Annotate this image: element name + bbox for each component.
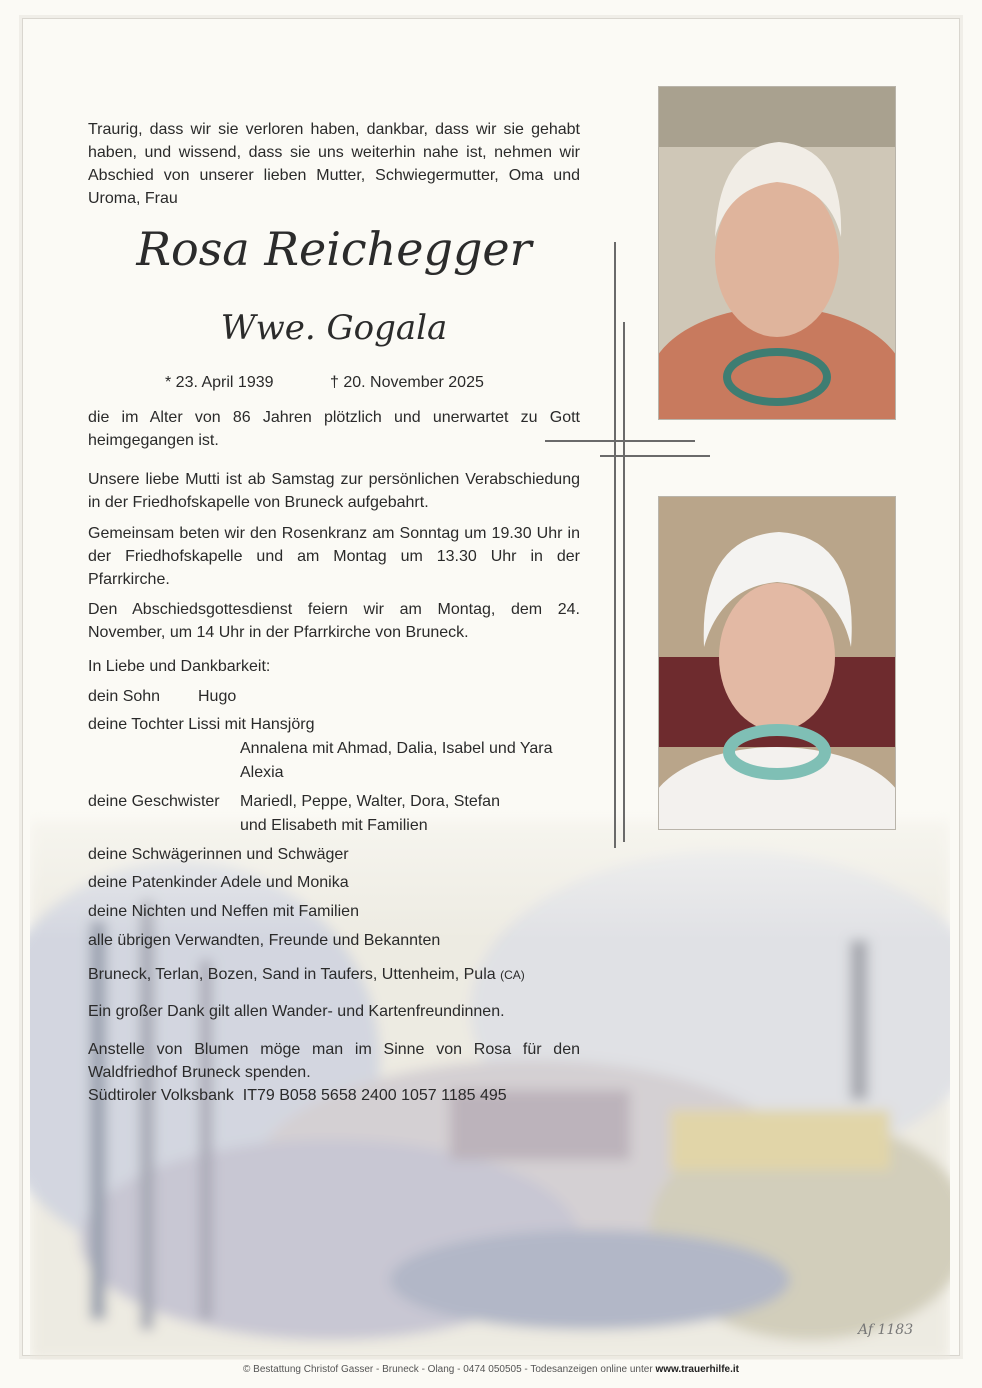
rosary-text: Gemeinsam beten wir den Rosenkranz am Sonntag um 19.30 Uhr in der Friedhofskapelle und am Montag um 13.30 Uhr in der Pfarrkirche. [88,525,580,588]
intro-text: Traurig, dass wir sie verloren haben, dankbar, dass wir sie gehabt haben, und wissend, dass sie uns weiterhin nahe ist, nehmen wir Abschied von unserer lieben Mutter, Schwiegermutter, Oma und Uroma, Frau [88,121,580,207]
portrait-photo-bottom [658,496,896,830]
thanks-line: Ein großer Dank gilt allen Wander- und Kartenfreundinnen. [88,1003,505,1020]
places-suffix: (CA) [500,968,525,982]
bank-details: Südtiroler Volksbank IT79 B058 5658 2400 1057 1185 495 [88,1087,507,1104]
deceased-name: Rosa Reichegger [136,222,532,276]
places-line [88,966,525,984]
death-date: † 20. November 2025 [330,374,484,391]
cross-vertical-line-2 [623,322,625,842]
nieces-line: deine Nichten und Neffen mit Familien [88,903,359,920]
siblings-line-1: Mariedl, Peppe, Walter, Dora, Stefan [240,793,500,810]
footer [0,1364,982,1375]
godchildren-line: deine Patenkinder Adele und Monika [88,874,349,891]
siblings-line-2: und Elisabeth mit Familien [240,817,428,834]
footer-link[interactable]: www.trauerhilfe.it [655,1364,739,1375]
relatives-line: alle übrigen Verwandten, Freunde und Bekannten [88,932,441,949]
birth-date: * 23. April 1939 [165,374,274,391]
siblings-label: deine Geschwister [88,793,220,810]
cross-horizontal-line-2 [600,455,710,457]
painting-signature: Af 1183 [858,1322,914,1338]
son-name: Hugo [198,688,237,705]
portrait-photo-top [658,86,896,420]
funeral-text: Den Abschiedsgottesdienst feiern wir am Montag, dem 24. November, um 14 Uhr in der Pfarrkirche von Bruneck. [88,601,580,641]
inlaws-line: deine Schwägerinnen und Schwäger [88,846,349,863]
places-text: Bruneck, Terlan, Bozen, Sand in Taufers, Uttenheim, Pula [88,966,496,983]
daughter-line: deine Tochter Lissi mit Hansjörg [88,716,315,733]
donation-text: Anstelle von Blumen möge man im Sinne von Rosa für den Waldfriedhof Bruneck spenden. [88,1041,580,1081]
grandchildren-line-1: Annalena mit Ahmad, Dalia, Isabel und Yara [240,740,553,757]
grandchildren-line-2: Alexia [240,764,284,781]
passing-text: die im Alter von 86 Jahren plötzlich und unerwartet zu Gott heimgegangen ist. [88,409,580,449]
footer-text: © Bestattung Christof Gasser - Bruneck - Olang - 0474 050505 - Todesanzeigen online unter [243,1364,653,1375]
mourners-heading: In Liebe und Dankbarkeit: [88,658,271,675]
widow-name: Wwe. Gogala [220,308,448,348]
son-label: dein Sohn [88,688,161,705]
cross-vertical-line [614,242,616,848]
viewing-text: Unsere liebe Mutti ist ab Samstag zur persönlichen Verabschiedung in der Friedhofskapelle von Bruneck aufgebahrt. [88,471,580,511]
